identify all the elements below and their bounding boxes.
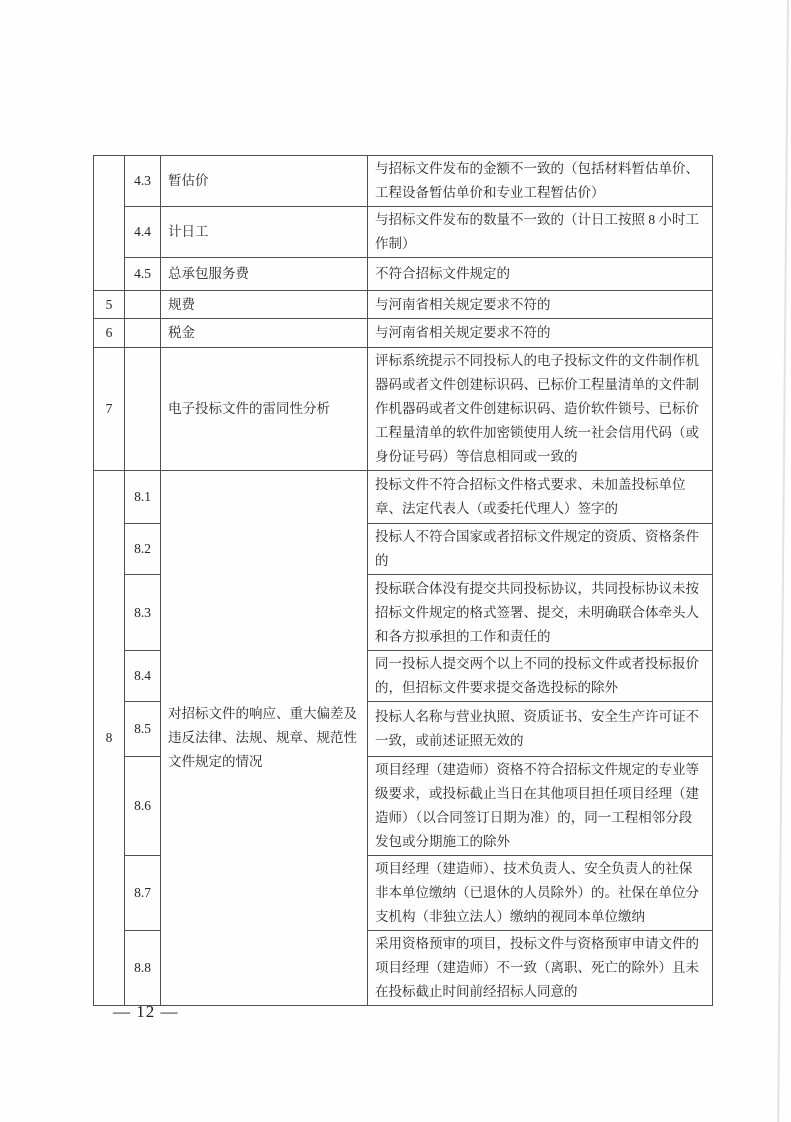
- table-row: [94, 319, 713, 348]
- table-row: [94, 156, 713, 207]
- criteria-cell: 项目经理（建造师）资格不符合招标文件规定的专业等级要求，或投标截止当日在其他项目担任项目经理（建造师）（以合同签订日期为准）的，同一工程相邻分段发包或分期施工的除外: [368, 757, 713, 856]
- sub-number-cell: 8.4: [125, 651, 161, 702]
- row-number-cell: [94, 156, 125, 291]
- sub-number-cell: 4.4: [125, 207, 161, 258]
- sub-number-cell: 8.6: [125, 757, 161, 856]
- item-name-cell: 税金: [161, 319, 368, 348]
- sub-number-cell: [125, 319, 161, 348]
- item-name-cell: 总承包服务费: [161, 258, 368, 291]
- item-name-cell: 暂估价: [161, 156, 368, 207]
- table-row: [94, 348, 713, 471]
- criteria-cell: 投标人不符合国家或者招标文件规定的资质、资格条件的: [368, 524, 713, 575]
- item-name-cell: 计日工: [161, 207, 368, 258]
- table-row: [94, 291, 713, 319]
- criteria-cell: 与招标文件发布的金额不一致的（包括材料暂估单价、工程设备暂估单价和专业工程暂估价）: [368, 156, 713, 207]
- page-number: — 12 —: [113, 1002, 179, 1021]
- sub-number-cell: 8.3: [125, 575, 161, 651]
- criteria-cell: 投标人名称与营业执照、资质证书、安全生产许可证不一致，或前述证照无效的: [368, 702, 713, 757]
- table-row: [94, 258, 713, 291]
- sub-number-cell: 8.8: [125, 931, 161, 1006]
- criteria-cell: 与河南省相关规定要求不符的: [368, 319, 713, 348]
- sub-number-cell: 4.5: [125, 258, 161, 291]
- sub-number-cell: 8.5: [125, 702, 161, 757]
- criteria-cell: 与河南省相关规定要求不符的: [368, 291, 713, 319]
- criteria-cell: 项目经理（建造师）、技术负责人、安全负责人的社保非本单位缴纳（已退休的人员除外）的。社保在单位分支机构（非独立法人）缴纳的视同本单位缴纳: [368, 856, 713, 931]
- sub-number-cell: 8.7: [125, 856, 161, 931]
- criteria-cell: 投标联合体没有提交共同投标协议，共同投标协议未按招标文件规定的格式签署、提交，未明确联合体牵头人和各方拟承担的工作和责任的: [368, 575, 713, 651]
- sub-number-cell: [125, 291, 161, 319]
- sub-number-cell: [125, 348, 161, 471]
- criteria-cell: 投标文件不符合招标文件格式要求、未加盖投标单位章、法定代表人（或委托代理人）签字的: [368, 471, 713, 524]
- sub-number-cell: 8.1: [125, 471, 161, 524]
- item-name-cell: 规费: [161, 291, 368, 319]
- item-name-cell: 电子投标文件的雷同性分析: [161, 348, 368, 471]
- row-number-cell: 7: [94, 348, 125, 471]
- table-row: [94, 207, 713, 258]
- scan-edge-line: [777, 0, 789, 1122]
- criteria-cell: 不符合招标文件规定的: [368, 258, 713, 291]
- criteria-cell: 采用资格预审的项目，投标文件与资格预审申请文件的项目经理（建造师）不一致（离职、死亡的除外）且未在投标截止时间前经招标人同意的: [368, 931, 713, 1006]
- row-number-cell: 6: [94, 319, 125, 348]
- sub-number-cell: 8.2: [125, 524, 161, 575]
- criteria-cell: 评标系统提示不同投标人的电子投标文件的文件制作机器码或者文件创建标识码、已标价工程量清单的文件制作机器码或者文件创建标识码、造价软件锁号、已标价工程量清单的软件加密锁使用人统一社会信用代码（或身份证号码）等信息相同或一致的: [368, 348, 713, 471]
- criteria-cell: 同一投标人提交两个以上不同的投标文件或者投标报价的，但招标文件要求提交备选投标的除外: [368, 651, 713, 702]
- row-number-cell: 8: [94, 471, 125, 1006]
- review-table: [93, 155, 713, 1006]
- criteria-cell: 与招标文件发布的数量不一致的（计日工按照 8 小时工作制）: [368, 207, 713, 258]
- table-row: [94, 471, 713, 524]
- sub-number-cell: 4.3: [125, 156, 161, 207]
- item-name-cell: 对招标文件的响应、重大偏差及违反法律、法规、规章、规范性文件规定的情况: [161, 471, 368, 1006]
- row-number-cell: 5: [94, 291, 125, 319]
